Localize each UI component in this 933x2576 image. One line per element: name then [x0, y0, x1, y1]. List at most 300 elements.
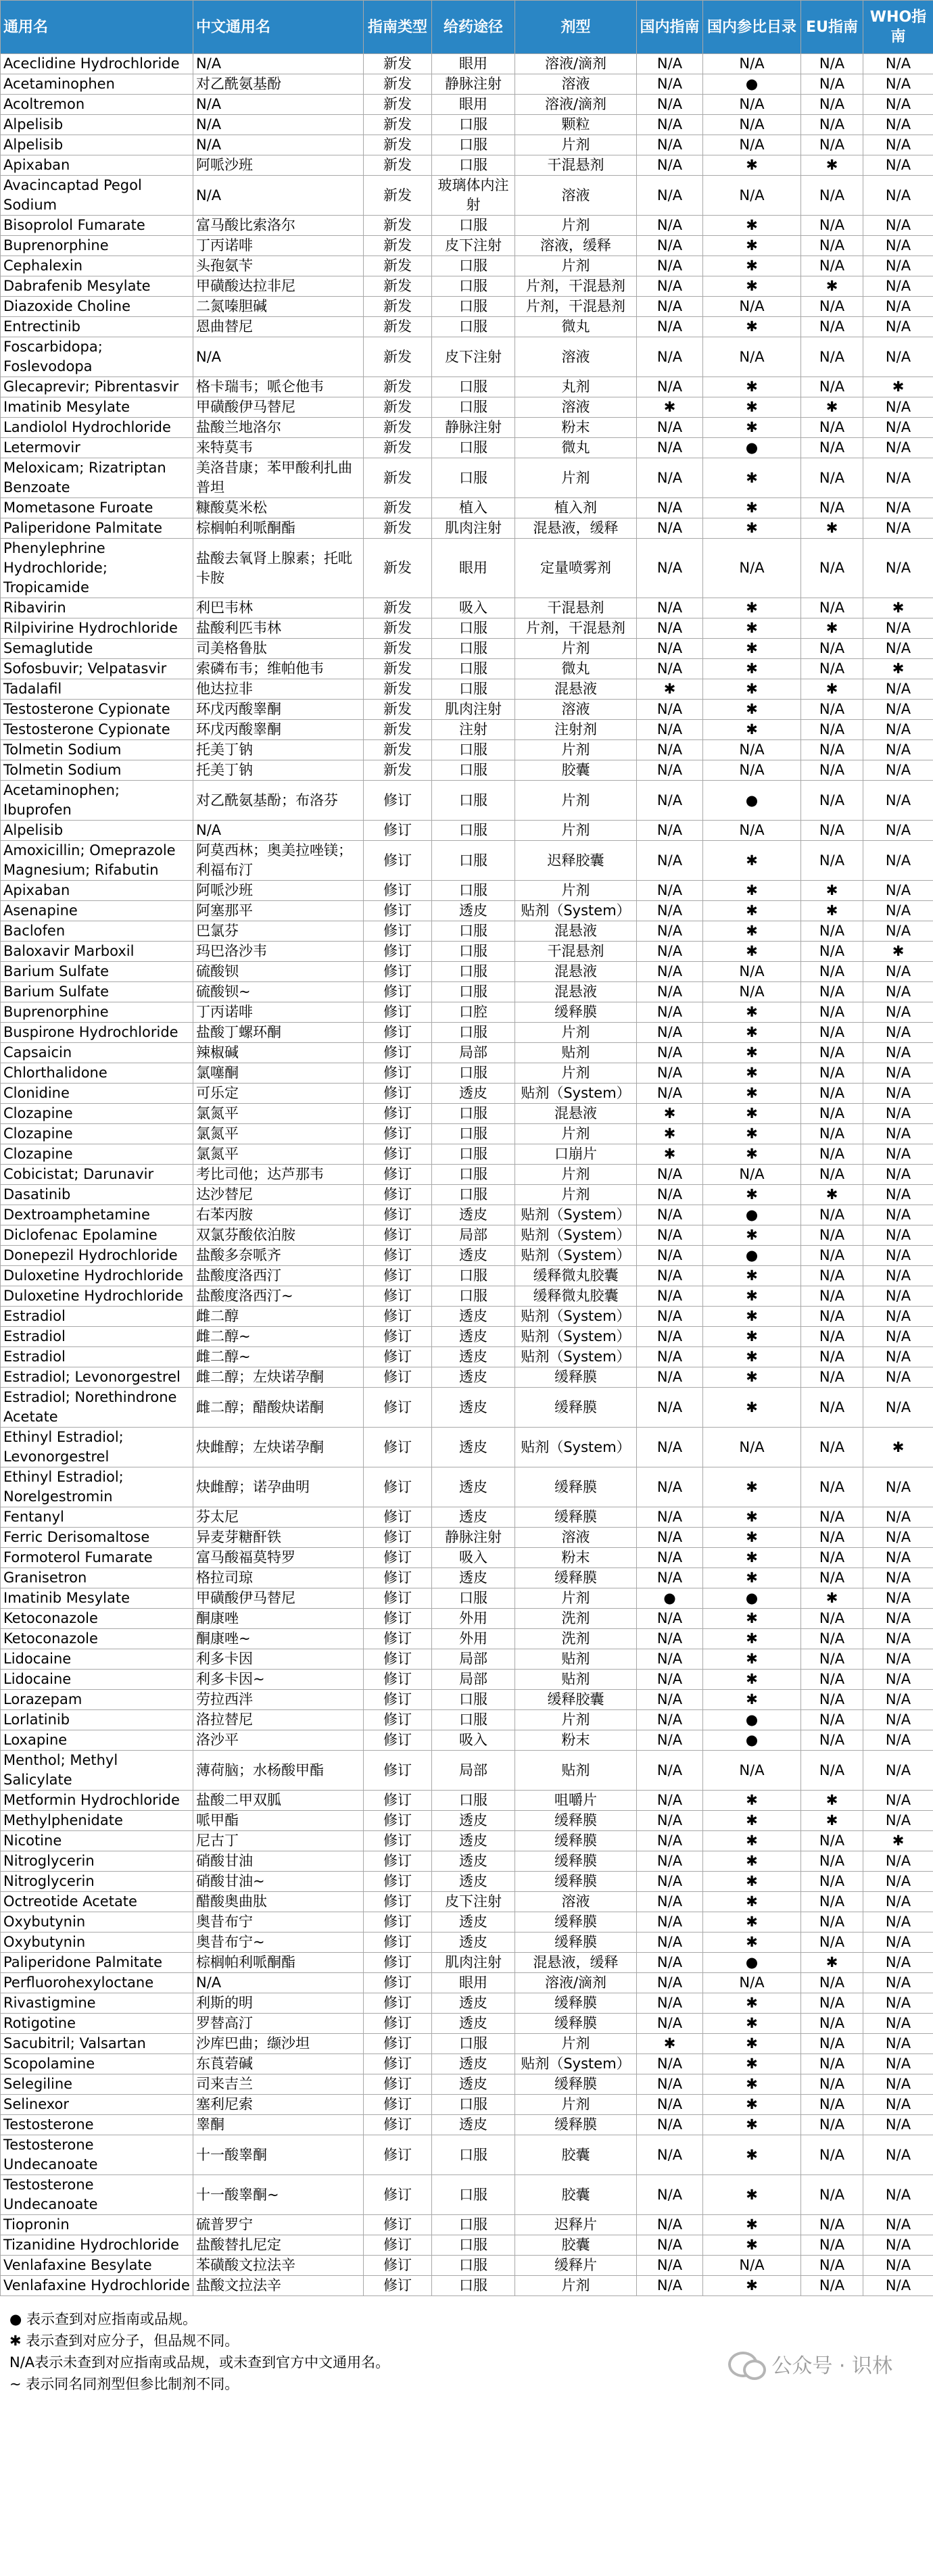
- cell-who-guideline: N/A: [863, 1467, 933, 1507]
- table-row: [1, 2115, 933, 2135]
- cell-eu-guideline: N/A: [801, 659, 863, 679]
- table-row: [1, 1548, 933, 1568]
- cell-who-guideline: N/A: [863, 1266, 933, 1286]
- table-row: [1, 176, 933, 216]
- cell-domestic-reference: N/A: [703, 115, 801, 135]
- cell-guideline-type: 修订: [364, 1165, 432, 1185]
- cell-domestic-guideline: N/A: [637, 2095, 703, 2115]
- cell-eu-guideline: N/A: [801, 1912, 863, 1933]
- cell-generic-name: Testosterone: [1, 2115, 193, 2135]
- cell-route: 透皮: [432, 2115, 515, 2135]
- cell-who-guideline: N/A: [863, 498, 933, 518]
- cell-eu-guideline: N/A: [801, 1144, 863, 1165]
- cell-generic-name: Alpelisib: [1, 135, 193, 155]
- cell-generic-name: Rotigotine: [1, 2014, 193, 2034]
- cell-generic-name: Paliperidone Palmitate: [1, 1953, 193, 1973]
- cell-guideline-type: 新发: [364, 438, 432, 458]
- cell-who-guideline: N/A: [863, 1892, 933, 1912]
- cell-dosage-form: 溶液: [515, 1892, 637, 1912]
- cell-who-guideline: N/A: [863, 1307, 933, 1327]
- cell-dosage-form: 贴剂（System）: [515, 2054, 637, 2074]
- cell-route: 口服: [432, 135, 515, 155]
- table-row: [1, 1892, 933, 1912]
- cell-dosage-form: 混悬液: [515, 921, 637, 942]
- cell-eu-guideline: N/A: [801, 2034, 863, 2054]
- cell-route: 口服: [432, 618, 515, 639]
- cell-chinese-name: 硫酸钡~: [193, 982, 364, 1002]
- cell-route: 口服: [432, 1124, 515, 1144]
- cell-domestic-guideline: N/A: [637, 539, 703, 598]
- cell-eu-guideline: N/A: [801, 256, 863, 276]
- cell-domestic-reference: ●: [703, 1953, 801, 1973]
- cell-domestic-reference: ✱: [703, 1791, 801, 1811]
- cell-generic-name: Formoterol Fumarate: [1, 1548, 193, 1568]
- cell-domestic-guideline: N/A: [637, 1043, 703, 1063]
- cell-who-guideline: N/A: [863, 1205, 933, 1225]
- cell-domestic-guideline: N/A: [637, 438, 703, 458]
- cell-domestic-reference: N/A: [703, 740, 801, 760]
- cell-dosage-form: 溶液: [515, 1528, 637, 1548]
- cell-generic-name: Ethinyl Estradiol; Norelgestromin: [1, 1467, 193, 1507]
- cell-route: 口服: [432, 781, 515, 821]
- cell-dosage-form: 咀嚼片: [515, 1791, 637, 1811]
- cell-route: 透皮: [432, 1851, 515, 1872]
- cell-chinese-name: 美洛昔康；苯甲酸利扎曲普坦: [193, 458, 364, 498]
- cell-chinese-name: 丁丙诺啡: [193, 1002, 364, 1023]
- cell-route: 透皮: [432, 2054, 515, 2074]
- cell-who-guideline: N/A: [863, 1568, 933, 1588]
- cell-guideline-type: 修订: [364, 1388, 432, 1428]
- cell-guideline-type: 修订: [364, 1225, 432, 1246]
- table-row: [1, 679, 933, 700]
- cell-chinese-name: N/A: [193, 821, 364, 841]
- cell-route: 外用: [432, 1609, 515, 1629]
- cell-domestic-guideline: N/A: [637, 1467, 703, 1507]
- cell-eu-guideline: N/A: [801, 95, 863, 115]
- cell-route: 口服: [432, 962, 515, 982]
- cell-domestic-guideline: N/A: [637, 1165, 703, 1185]
- cell-domestic-reference: ✱: [703, 498, 801, 518]
- cell-chinese-name: 硫酸钡: [193, 962, 364, 982]
- table-row: [1, 618, 933, 639]
- table-row: [1, 2175, 933, 2215]
- cell-route: 透皮: [432, 1428, 515, 1467]
- cell-chinese-name: 棕榈帕利哌酮酯: [193, 518, 364, 539]
- cell-who-guideline: N/A: [863, 1002, 933, 1023]
- cell-dosage-form: 混悬液，缓释: [515, 518, 637, 539]
- cell-guideline-type: 修订: [364, 1185, 432, 1205]
- table-row: [1, 1367, 933, 1388]
- cell-guideline-type: 修订: [364, 1043, 432, 1063]
- cell-domestic-guideline: N/A: [637, 1225, 703, 1246]
- cell-guideline-type: 新发: [364, 397, 432, 418]
- cell-domestic-reference: ✱: [703, 1568, 801, 1588]
- table-row: [1, 901, 933, 921]
- cell-who-guideline: N/A: [863, 2115, 933, 2135]
- cell-generic-name: Chlorthalidone: [1, 1063, 193, 1084]
- cell-domestic-reference: ✱: [703, 921, 801, 942]
- cell-domestic-guideline: ✱: [637, 1124, 703, 1144]
- cell-chinese-name: 盐酸度洛西汀~: [193, 1286, 364, 1307]
- cell-route: 口服: [432, 1165, 515, 1185]
- table-row: [1, 297, 933, 317]
- cell-eu-guideline: N/A: [801, 921, 863, 942]
- cell-domestic-reference: N/A: [703, 54, 801, 74]
- cell-generic-name: Donepezil Hydrochloride: [1, 1246, 193, 1266]
- cell-guideline-type: 修订: [364, 1002, 432, 1023]
- cell-who-guideline: N/A: [863, 1104, 933, 1124]
- cell-dosage-form: 口崩片: [515, 1144, 637, 1165]
- cell-domestic-reference: ✱: [703, 155, 801, 176]
- cell-route: 静脉注射: [432, 1528, 515, 1548]
- cell-chinese-name: 玛巴洛沙韦: [193, 942, 364, 962]
- cell-domestic-reference: ✱: [703, 2215, 801, 2235]
- cell-domestic-reference: ✱: [703, 841, 801, 881]
- cell-route: 透皮: [432, 2074, 515, 2095]
- cell-guideline-type: 修订: [364, 1528, 432, 1548]
- cell-domestic-guideline: N/A: [637, 1953, 703, 1973]
- table-row: [1, 216, 933, 236]
- cell-who-guideline: N/A: [863, 2074, 933, 2095]
- cell-eu-guideline: N/A: [801, 458, 863, 498]
- cell-route: 口服: [432, 438, 515, 458]
- cell-chinese-name: 睾酮: [193, 2115, 364, 2135]
- cell-domestic-guideline: N/A: [637, 176, 703, 216]
- cell-eu-guideline: N/A: [801, 498, 863, 518]
- cell-generic-name: Baclofen: [1, 921, 193, 942]
- cell-generic-name: Clozapine: [1, 1104, 193, 1124]
- cell-generic-name: Semaglutide: [1, 639, 193, 659]
- cell-generic-name: Cobicistat; Darunavir: [1, 1165, 193, 1185]
- cell-guideline-type: 新发: [364, 700, 432, 720]
- cell-dosage-form: 混悬液，缓释: [515, 1953, 637, 1973]
- cell-guideline-type: 修订: [364, 1811, 432, 1831]
- cell-route: 透皮: [432, 2014, 515, 2034]
- cell-guideline-type: 修订: [364, 1872, 432, 1892]
- cell-guideline-type: 修订: [364, 1063, 432, 1084]
- cell-chinese-name: 棕榈帕利哌酮酯: [193, 1953, 364, 1973]
- cell-who-guideline: N/A: [863, 2014, 933, 2034]
- cell-domestic-reference: ✱: [703, 1912, 801, 1933]
- cell-generic-name: Methylphenidate: [1, 1811, 193, 1831]
- cell-who-guideline: ✱: [863, 1428, 933, 1467]
- cell-route: 口服: [432, 881, 515, 901]
- cell-domestic-reference: ✱: [703, 1629, 801, 1649]
- cell-route: 皮下注射: [432, 236, 515, 256]
- cell-domestic-reference: ✱: [703, 256, 801, 276]
- cell-generic-name: Buprenorphine: [1, 1002, 193, 1023]
- cell-dosage-form: 贴剂（System）: [515, 1205, 637, 1225]
- cell-route: 口服: [432, 2034, 515, 2054]
- cell-guideline-type: 新发: [364, 639, 432, 659]
- cell-dosage-form: 缓释膜: [515, 1851, 637, 1872]
- cell-domestic-guideline: N/A: [637, 1710, 703, 1730]
- cell-guideline-type: 修订: [364, 2074, 432, 2095]
- cell-who-guideline: N/A: [863, 1286, 933, 1307]
- cell-route: 口服: [432, 760, 515, 781]
- cell-dosage-form: 缓释膜: [515, 1507, 637, 1528]
- cell-who-guideline: N/A: [863, 1872, 933, 1892]
- cell-guideline-type: 修订: [364, 901, 432, 921]
- col-header-dosage-form: 剂型: [515, 1, 637, 54]
- cell-dosage-form: 颗粒: [515, 115, 637, 135]
- cell-chinese-name: 利多卡因: [193, 1649, 364, 1670]
- cell-domestic-reference: ✱: [703, 1690, 801, 1710]
- cell-dosage-form: 缓释片: [515, 2256, 637, 2276]
- cell-chinese-name: 硝酸甘油~: [193, 1872, 364, 1892]
- cell-who-guideline: N/A: [863, 2034, 933, 2054]
- table-row: [1, 1124, 933, 1144]
- table-row: [1, 1973, 933, 1993]
- cell-route: 外用: [432, 1629, 515, 1649]
- cell-domestic-reference: ✱: [703, 598, 801, 618]
- cell-domestic-guideline: N/A: [637, 700, 703, 720]
- cell-domestic-guideline: N/A: [637, 276, 703, 297]
- cell-generic-name: Estradiol: [1, 1307, 193, 1327]
- cell-guideline-type: 修订: [364, 2095, 432, 2115]
- cell-eu-guideline: N/A: [801, 1063, 863, 1084]
- cell-domestic-reference: ✱: [703, 1993, 801, 2014]
- cell-generic-name: Scopolamine: [1, 2054, 193, 2074]
- cell-chinese-name: 可乐定: [193, 1084, 364, 1104]
- cell-who-guideline: N/A: [863, 2054, 933, 2074]
- cell-domestic-reference: ✱: [703, 700, 801, 720]
- cell-dosage-form: 洗剂: [515, 1629, 637, 1649]
- cell-route: 透皮: [432, 1327, 515, 1347]
- cell-eu-guideline: N/A: [801, 1528, 863, 1548]
- table-row: [1, 1933, 933, 1953]
- table-row: [1, 1710, 933, 1730]
- cell-eu-guideline: N/A: [801, 1548, 863, 1568]
- cell-route: 吸入: [432, 1730, 515, 1751]
- cell-chinese-name: 东莨菪碱: [193, 2054, 364, 2074]
- cell-eu-guideline: N/A: [801, 1507, 863, 1528]
- cell-domestic-guideline: N/A: [637, 115, 703, 135]
- cell-generic-name: Selinexor: [1, 2095, 193, 2115]
- cell-dosage-form: 溶液: [515, 700, 637, 720]
- cell-domestic-guideline: N/A: [637, 598, 703, 618]
- cell-who-guideline: N/A: [863, 2135, 933, 2175]
- cell-domestic-reference: ✱: [703, 2276, 801, 2296]
- cell-guideline-type: 新发: [364, 720, 432, 740]
- cell-domestic-reference: ✱: [703, 1670, 801, 1690]
- cell-domestic-reference: ✱: [703, 1185, 801, 1205]
- cell-generic-name: Estradiol: [1, 1347, 193, 1367]
- cell-route: 口服: [432, 1185, 515, 1205]
- cell-guideline-type: 新发: [364, 95, 432, 115]
- cell-domestic-reference: ✱: [703, 1388, 801, 1428]
- table-row: [1, 1266, 933, 1286]
- cell-domestic-reference: ✱: [703, 1933, 801, 1953]
- cell-domestic-guideline: N/A: [637, 236, 703, 256]
- cell-chinese-name: 阿塞那平: [193, 901, 364, 921]
- cell-guideline-type: 新发: [364, 54, 432, 74]
- cell-generic-name: Venlafaxine Hydrochloride: [1, 2276, 193, 2296]
- cell-eu-guideline: N/A: [801, 598, 863, 618]
- cell-domestic-reference: ●: [703, 1246, 801, 1266]
- cell-who-guideline: N/A: [863, 418, 933, 438]
- cell-eu-guideline: N/A: [801, 740, 863, 760]
- cell-who-guideline: N/A: [863, 1165, 933, 1185]
- table-row: [1, 1811, 933, 1831]
- cell-route: 局部: [432, 1043, 515, 1063]
- cell-who-guideline: N/A: [863, 982, 933, 1002]
- cell-chinese-name: 利斯的明: [193, 1993, 364, 2014]
- table-row: [1, 458, 933, 498]
- cell-route: 局部: [432, 1751, 515, 1791]
- cell-domestic-reference: ✱: [703, 1286, 801, 1307]
- cell-domestic-guideline: N/A: [637, 95, 703, 115]
- cell-route: 口服: [432, 2276, 515, 2296]
- cell-who-guideline: N/A: [863, 216, 933, 236]
- cell-generic-name: Acoltremon: [1, 95, 193, 115]
- cell-generic-name: Apixaban: [1, 881, 193, 901]
- cell-domestic-guideline: N/A: [637, 337, 703, 377]
- cell-chinese-name: 洛沙平: [193, 1730, 364, 1751]
- table-row: [1, 1690, 933, 1710]
- cell-eu-guideline: N/A: [801, 639, 863, 659]
- table-row: [1, 720, 933, 740]
- cell-guideline-type: 新发: [364, 317, 432, 337]
- cell-domestic-guideline: N/A: [637, 1063, 703, 1084]
- cell-eu-guideline: ✱: [801, 881, 863, 901]
- cell-guideline-type: 修订: [364, 1246, 432, 1266]
- cell-generic-name: Alpelisib: [1, 821, 193, 841]
- cell-route: 吸入: [432, 598, 515, 618]
- cell-domestic-guideline: N/A: [637, 2074, 703, 2095]
- cell-who-guideline: N/A: [863, 2276, 933, 2296]
- cell-route: 口服: [432, 1144, 515, 1165]
- cell-eu-guideline: N/A: [801, 539, 863, 598]
- cell-chinese-name: 右苯丙胺: [193, 1205, 364, 1225]
- cell-route: 透皮: [432, 1831, 515, 1851]
- cell-eu-guideline: N/A: [801, 1347, 863, 1367]
- cell-domestic-reference: N/A: [703, 760, 801, 781]
- cell-dosage-form: 缓释膜: [515, 1467, 637, 1507]
- cell-guideline-type: 修订: [364, 921, 432, 942]
- cell-generic-name: Fentanyl: [1, 1507, 193, 1528]
- table-row: [1, 276, 933, 297]
- cell-chinese-name: 苯磺酸文拉法辛: [193, 2256, 364, 2276]
- table-row: [1, 135, 933, 155]
- cell-dosage-form: 定量喷雾剂: [515, 539, 637, 598]
- cell-route: 肌肉注射: [432, 1953, 515, 1973]
- cell-domestic-guideline: N/A: [637, 1933, 703, 1953]
- cell-dosage-form: 贴剂: [515, 1670, 637, 1690]
- cell-domestic-reference: N/A: [703, 982, 801, 1002]
- cell-route: 口服: [432, 397, 515, 418]
- cell-eu-guideline: N/A: [801, 2054, 863, 2074]
- cell-guideline-type: 修订: [364, 2054, 432, 2074]
- cell-route: 透皮: [432, 1993, 515, 2014]
- cell-chinese-name: 硝酸甘油: [193, 1851, 364, 1872]
- cell-domestic-reference: ✱: [703, 418, 801, 438]
- cell-generic-name: Estradiol: [1, 1327, 193, 1347]
- cell-chinese-name: 奥昔布宁~: [193, 1933, 364, 1953]
- cell-generic-name: Paliperidone Palmitate: [1, 518, 193, 539]
- table-row: [1, 1467, 933, 1507]
- cell-chinese-name: 甲磺酸达拉非尼: [193, 276, 364, 297]
- cell-dosage-form: 片剂: [515, 1185, 637, 1205]
- cell-dosage-form: 贴剂（System）: [515, 1327, 637, 1347]
- table-row: [1, 1327, 933, 1347]
- cell-dosage-form: 胶囊: [515, 2235, 637, 2256]
- cell-dosage-form: 溶液: [515, 397, 637, 418]
- cell-guideline-type: 修订: [364, 1347, 432, 1367]
- cell-guideline-type: 修订: [364, 1507, 432, 1528]
- cell-route: 透皮: [432, 1205, 515, 1225]
- cell-domestic-reference: ✱: [703, 1649, 801, 1670]
- cell-domestic-guideline: N/A: [637, 377, 703, 397]
- table-row: [1, 841, 933, 881]
- cell-domestic-guideline: N/A: [637, 1851, 703, 1872]
- cell-generic-name: Loxapine: [1, 1730, 193, 1751]
- cell-generic-name: Rilpivirine Hydrochloride: [1, 618, 193, 639]
- cell-chinese-name: 考比司他；达芦那韦: [193, 1165, 364, 1185]
- cell-chinese-name: 他达拉非: [193, 679, 364, 700]
- cell-eu-guideline: ✱: [801, 1953, 863, 1973]
- cell-chinese-name: 甲磺酸伊马替尼: [193, 397, 364, 418]
- cell-domestic-guideline: N/A: [637, 1307, 703, 1327]
- cell-domestic-guideline: N/A: [637, 2215, 703, 2235]
- cell-generic-name: Avacincaptad Pegol Sodium: [1, 176, 193, 216]
- cell-domestic-reference: ✱: [703, 216, 801, 236]
- cell-dosage-form: 贴剂: [515, 1043, 637, 1063]
- cell-domestic-guideline: ✱: [637, 1144, 703, 1165]
- cell-dosage-form: 丸剂: [515, 377, 637, 397]
- cell-dosage-form: 干混悬剂: [515, 155, 637, 176]
- cell-dosage-form: 溶液/滴剂: [515, 54, 637, 74]
- cell-domestic-reference: ●: [703, 1710, 801, 1730]
- cell-route: 眼用: [432, 1973, 515, 1993]
- cell-eu-guideline: N/A: [801, 1165, 863, 1185]
- cell-who-guideline: N/A: [863, 236, 933, 256]
- cell-generic-name: Testosterone Cypionate: [1, 720, 193, 740]
- cell-dosage-form: 缓释膜: [515, 1367, 637, 1388]
- cell-domestic-guideline: ●: [637, 1588, 703, 1609]
- cell-eu-guideline: N/A: [801, 2014, 863, 2034]
- table-row: [1, 1307, 933, 1327]
- cell-chinese-name: 十一酸睾酮: [193, 2135, 364, 2175]
- cell-who-guideline: N/A: [863, 1811, 933, 1831]
- cell-who-guideline: N/A: [863, 1347, 933, 1367]
- cell-chinese-name: N/A: [193, 135, 364, 155]
- cell-generic-name: Entrectinib: [1, 317, 193, 337]
- table-row: [1, 639, 933, 659]
- table-row: [1, 498, 933, 518]
- cell-guideline-type: 修订: [364, 1568, 432, 1588]
- cell-eu-guideline: N/A: [801, 377, 863, 397]
- cell-eu-guideline: N/A: [801, 760, 863, 781]
- table-row: [1, 2034, 933, 2054]
- cell-domestic-guideline: ✱: [637, 679, 703, 700]
- cell-domestic-guideline: N/A: [637, 518, 703, 539]
- cell-who-guideline: N/A: [863, 1367, 933, 1388]
- cell-eu-guideline: N/A: [801, 1973, 863, 1993]
- table-row: [1, 1165, 933, 1185]
- cell-guideline-type: 修订: [364, 1973, 432, 1993]
- cell-route: 透皮: [432, 1388, 515, 1428]
- cell-chinese-name: 盐酸兰地洛尔: [193, 418, 364, 438]
- cell-who-guideline: N/A: [863, 639, 933, 659]
- cell-chinese-name: 富马酸福莫特罗: [193, 1548, 364, 1568]
- cell-generic-name: Testosterone Undecanoate: [1, 2175, 193, 2215]
- cell-domestic-guideline: ✱: [637, 397, 703, 418]
- cell-generic-name: Venlafaxine Besylate: [1, 2256, 193, 2276]
- cell-route: 眼用: [432, 539, 515, 598]
- col-header-who-guideline: WHO指南: [863, 1, 933, 54]
- cell-generic-name: Nicotine: [1, 1831, 193, 1851]
